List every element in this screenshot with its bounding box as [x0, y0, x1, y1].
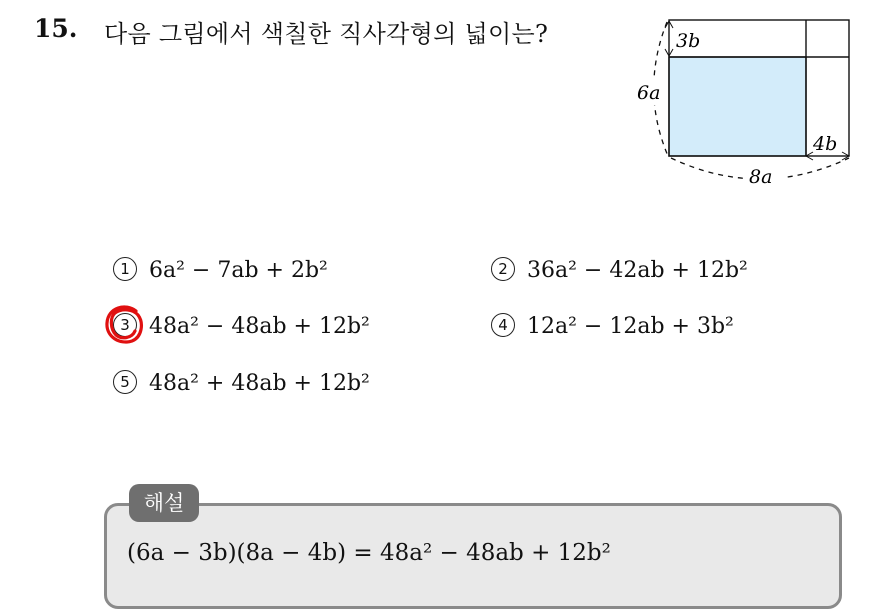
solution-equation: (6a − 3b)(8a − 4b) = 48a² − 48ab + 12b² [127, 540, 611, 566]
choice-number: 1 [113, 257, 137, 281]
question-body: 다음 그림에서 색칠한 직사각형의 넓이는 [104, 20, 535, 48]
choice-expression: 36a² − 42ab + 12b² [527, 258, 748, 283]
choice-1[interactable] [113, 257, 328, 283]
choice-expression: 12a² − 12ab + 3b² [527, 314, 734, 339]
choice-2[interactable] [491, 257, 748, 283]
choice-5[interactable] [113, 370, 370, 396]
question-mark: ? [534, 20, 549, 48]
choice-4[interactable] [491, 313, 734, 339]
choice-number: 4 [491, 313, 515, 337]
choice-number: 2 [491, 257, 515, 281]
choice-expression: 48a² + 48ab + 12b² [149, 371, 370, 396]
label-3b: 3b [676, 30, 701, 52]
question-number: 15. [34, 14, 78, 43]
label-4b: 4b [813, 133, 838, 155]
choice-number: 3 [113, 313, 137, 337]
choice-expression: 48a² − 48ab + 12b² [149, 314, 370, 339]
choice-expression: 6a² − 7ab + 2b² [149, 258, 328, 283]
shaded-rectangle [669, 57, 806, 156]
choice-number: 5 [113, 370, 137, 394]
label-6a: 6a [637, 82, 661, 104]
label-8a: 8a [749, 166, 773, 188]
answer-circle-mark [102, 303, 146, 347]
choice-3[interactable] [113, 313, 370, 339]
solution-tab: 해설 [129, 484, 199, 522]
